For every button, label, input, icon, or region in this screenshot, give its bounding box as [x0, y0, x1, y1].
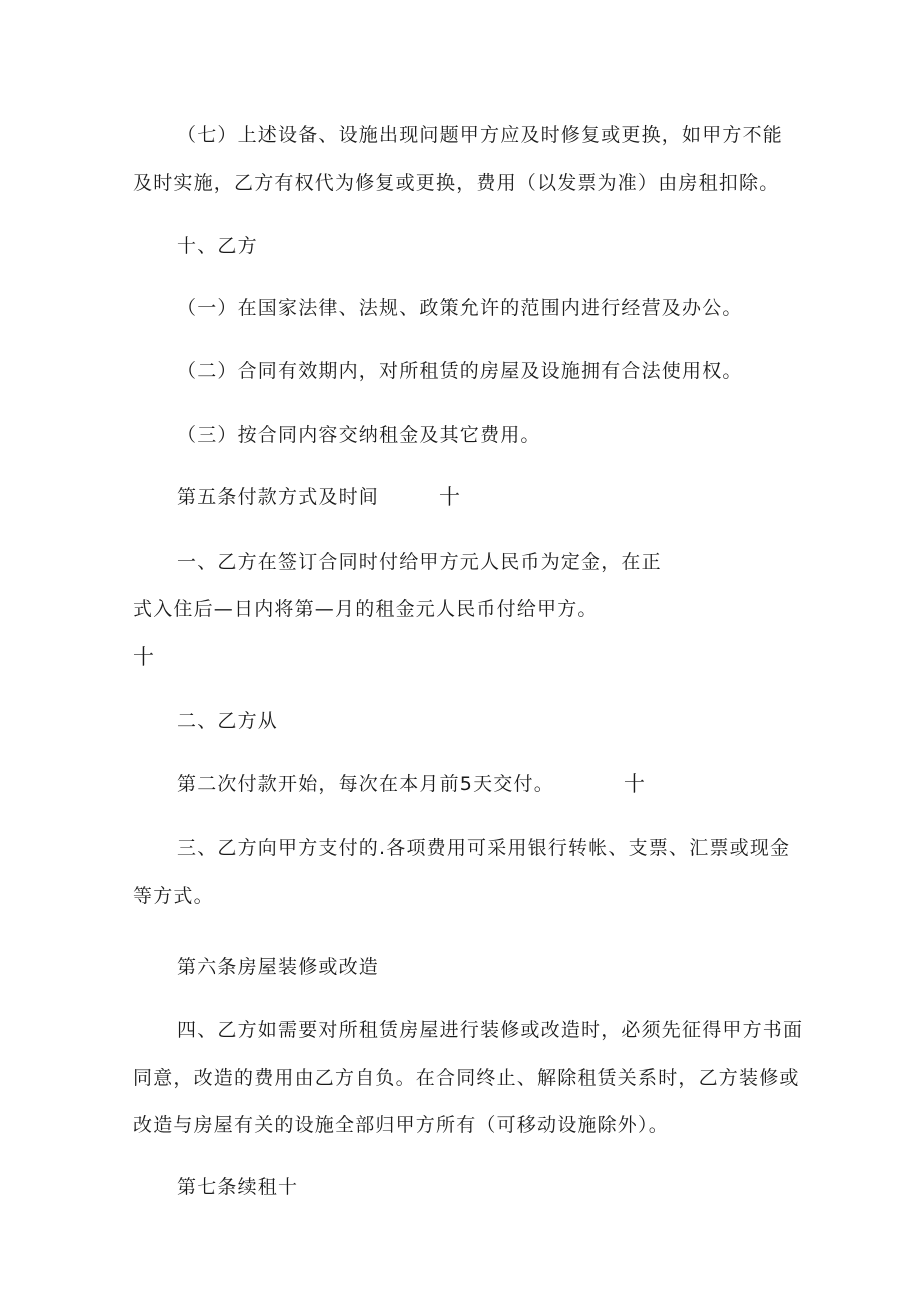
paragraph-line: 改造与房屋有关的设施全部归甲方所有（可移动设施除外）。 — [133, 1114, 669, 1136]
paragraph-line: 一、乙方在签订合同时付给甲方元人民币为定金，在正 — [177, 551, 662, 573]
article-heading: 第五条付款方式及时间 — [177, 486, 380, 508]
paragraph-line: 二、乙方从 — [177, 710, 279, 732]
cross-mark: 十 — [133, 645, 154, 669]
paragraph-line: 等方式。 — [133, 885, 214, 907]
paragraph-line: 及时实施，乙方有权代为修复或更换，费用（以发票为准）由房租扣除。 — [133, 172, 780, 194]
paragraph-line: （二）合同有效期内，对所租赁的房屋及设施拥有合法使用权。 — [177, 360, 743, 382]
paragraph-line: 四、乙方如需要对所租赁房屋进行装修或改造时，必须先征得甲方书面 — [177, 1019, 804, 1041]
cross-mark: 十 — [624, 772, 645, 796]
paragraph-line: （一）在国家法律、法规、政策允许的范围内进行经营及办公。 — [177, 297, 743, 319]
paragraph-line: （三）按合同内容交纳租金及其它费用。 — [177, 424, 541, 446]
paragraph-line: 式入住后—日内将第—月的租金元人民币付给甲方。 — [133, 598, 598, 620]
paragraph-line: （七）上述设备、设施出现问题甲方应及时修复或更换，如甲方不能 — [177, 124, 784, 146]
section-heading: 十、乙方 — [177, 235, 258, 257]
paragraph-line: 第二次付款开始，每次在本月前5天交付。 — [177, 773, 554, 795]
cross-mark: 十 — [439, 485, 460, 509]
paragraph-line: 三、乙方向甲方支付的.各项费用可采用银行转帐、支票、汇票或现金 — [177, 837, 791, 859]
article-heading: 第七条续租十 — [177, 1176, 299, 1198]
article-heading: 第六条房屋装修或改造 — [177, 956, 380, 978]
paragraph-line: 同意，改造的费用由乙方自负。在合同终止、解除租赁关系时，乙方装修或 — [133, 1067, 800, 1089]
